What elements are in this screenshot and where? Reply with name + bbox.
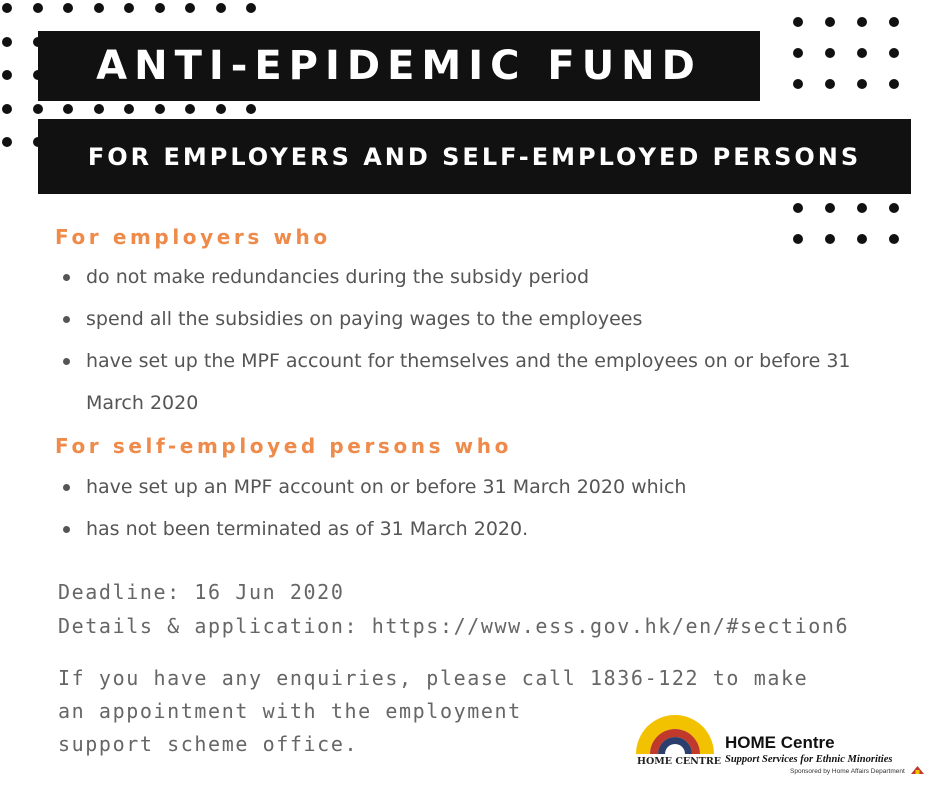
decorative-dot bbox=[825, 79, 835, 89]
org-tagline: Support Services for Ethnic Minorities bbox=[725, 754, 893, 765]
list-item: has not been terminated as of 31 March 2020. bbox=[60, 508, 880, 550]
decorative-dot bbox=[63, 104, 73, 114]
decorative-dot bbox=[94, 104, 104, 114]
title-banner bbox=[38, 31, 760, 101]
decorative-dot bbox=[889, 234, 899, 244]
decorative-dot bbox=[889, 79, 899, 89]
home-affairs-emblem-icon bbox=[911, 765, 924, 774]
rainbow-arch-icon bbox=[634, 708, 716, 756]
decorative-dot bbox=[857, 79, 867, 89]
decorative-dot bbox=[216, 104, 226, 114]
decorative-dot bbox=[2, 104, 12, 114]
list-item: have set up the MPF account for themselves and the employees on or before 31 March 2020 bbox=[60, 340, 880, 424]
decorative-dot bbox=[63, 3, 73, 13]
employers-list bbox=[60, 256, 880, 424]
list-item: have set up an MPF account on or before 31 March 2020 which bbox=[60, 466, 880, 508]
decorative-dot bbox=[889, 203, 899, 213]
sponsor-text: Sponsored by Home Affairs Department bbox=[790, 768, 905, 775]
list-item: do not make redundancies during the subsidy period bbox=[60, 256, 880, 298]
page-title: ANTI-EPIDEMIC FUND bbox=[96, 43, 702, 89]
decorative-dot bbox=[246, 104, 256, 114]
decorative-dot bbox=[857, 48, 867, 58]
deadline-text: Deadline: 16 Jun 2020 bbox=[58, 580, 345, 604]
decorative-dot bbox=[793, 203, 803, 213]
enquiry-line: an appointment with the employment bbox=[58, 699, 522, 723]
employers-heading: For employers who bbox=[55, 225, 331, 249]
enquiry-line: support scheme office. bbox=[58, 732, 359, 756]
decorative-dot bbox=[889, 48, 899, 58]
decorative-dot bbox=[857, 203, 867, 213]
decorative-dot bbox=[889, 17, 899, 27]
decorative-dot bbox=[2, 37, 12, 47]
decorative-dot bbox=[793, 48, 803, 58]
decorative-dot bbox=[825, 203, 835, 213]
decorative-dot bbox=[793, 17, 803, 27]
decorative-dot bbox=[793, 79, 803, 89]
decorative-dot bbox=[124, 104, 134, 114]
decorative-dot bbox=[825, 17, 835, 27]
self-employed-heading: For self-employed persons who bbox=[55, 434, 512, 458]
decorative-dot bbox=[216, 3, 226, 13]
decorative-dot bbox=[857, 17, 867, 27]
home-centre-logo bbox=[634, 708, 934, 783]
enquiry-line: If you have any enquiries, please call 1836-122 to make bbox=[58, 666, 809, 690]
decorative-dot bbox=[155, 104, 165, 114]
decorative-dot bbox=[793, 234, 803, 244]
decorative-dot bbox=[857, 234, 867, 244]
decorative-dot bbox=[94, 3, 104, 13]
page-subtitle: FOR EMPLOYERS AND SELF-EMPLOYED PERSONS bbox=[87, 142, 862, 171]
list-item: spend all the subsidies on paying wages to the employees bbox=[60, 298, 880, 340]
self-employed-list bbox=[60, 466, 880, 550]
decorative-dot bbox=[2, 70, 12, 80]
subtitle-banner bbox=[38, 119, 911, 194]
decorative-dot bbox=[33, 3, 43, 13]
decorative-dot bbox=[185, 104, 195, 114]
decorative-dot bbox=[825, 234, 835, 244]
decorative-dot bbox=[825, 48, 835, 58]
decorative-dot bbox=[2, 137, 12, 147]
logo-wordmark: HOME CENTRE bbox=[637, 756, 722, 767]
decorative-dot bbox=[185, 3, 195, 13]
details-link[interactable]: Details & application: https://www.ess.gov.hk/en/#section6 bbox=[58, 614, 850, 638]
decorative-dot bbox=[2, 3, 12, 13]
decorative-dot bbox=[33, 104, 43, 114]
decorative-dot bbox=[124, 3, 134, 13]
decorative-dot bbox=[155, 3, 165, 13]
org-name: HOME Centre bbox=[725, 733, 835, 752]
decorative-dot bbox=[246, 3, 256, 13]
